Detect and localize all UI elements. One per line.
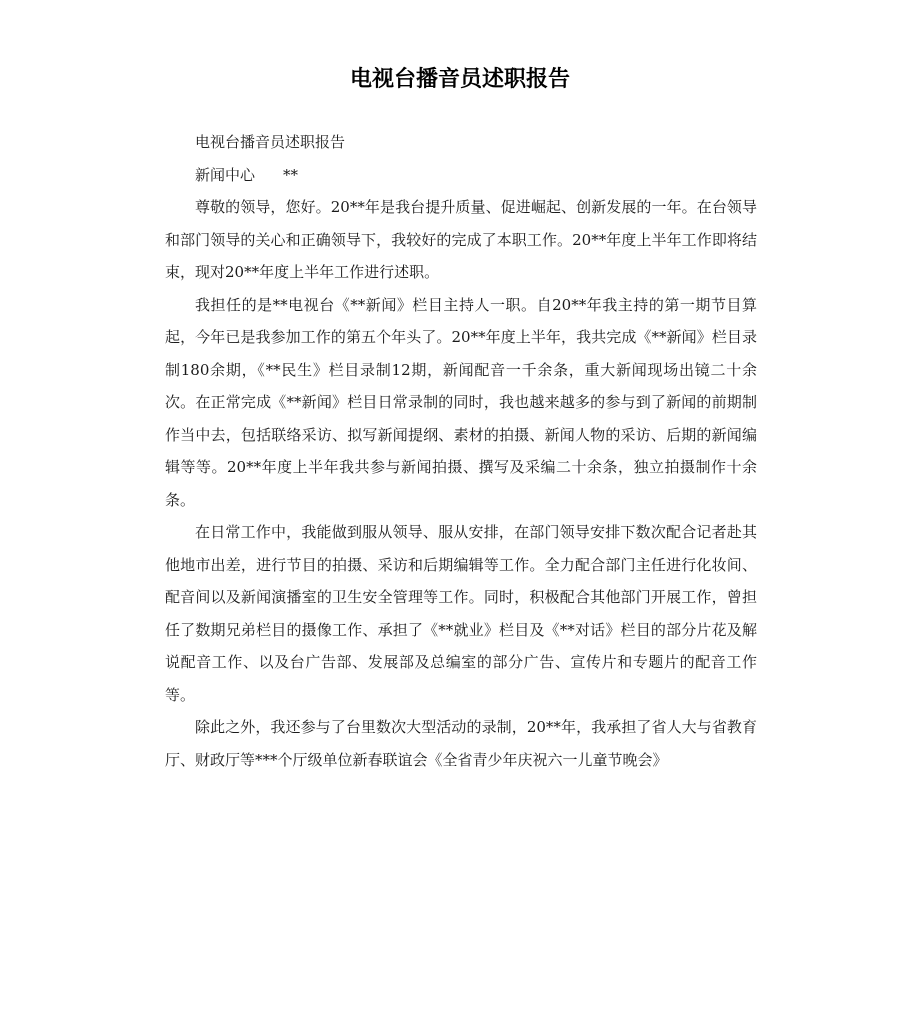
paragraph-greeting: 尊敬的领导，您好。20**年是我台提升质量、促进崛起、创新发展的一年。在台领导和部门领导的关心和正确领导下，我较好的完成了本职工作。20**年度上半年工作即将结束，现对20**年度上半年工作进行述职。 [165, 198, 757, 281]
document-title: 电视台播音员述职报告 [349, 67, 570, 92]
paragraph-daily-work: 在日常工作中，我能做到服从领导、服从安排，在部门领导安排下数次配合记者赴其他地市出差，进行节目的拍摄、采访和后期编辑等工作。全力配合部门主任进行化妆间、配音间以及新闻演播室的卫生安全管理等工作。同时，积极配合其他部门开展工作，曾担任了数期兄弟栏目的摄像工作、承担了《**就业》栏目及《**对话》栏目的部分片花及解说配音工作、以及台广告部、发展部及总编室的部分广告、宣传片和专题片的配音工作等。 [165, 523, 757, 704]
paragraph-role: 我担任的是**电视台《**新闻》栏目主持人一职。自20**年我主持的第一期节目算起，今年已是我参加工作的第五个年头了。20**年度上半年，我共完成《**新闻》栏目录制180余期，《**民生》栏目录制12期，新闻配音一千余条，重大新闻现场出镜二十余次。在正常完成《**新闻》栏目日常录制的同时，我也越来越多的参与到了新闻的前期制作当中去，包括联络采访、拟写新闻提纲、素材的拍摄、新闻人物的采访、后期的新闻编辑等等。20**年度上半年我共参与新闻拍摄、撰写及采编二十余条，独立拍摄制作十余条。 [165, 295, 757, 509]
document-body [165, 126, 757, 776]
department-name: 新闻中心 [195, 165, 256, 184]
author-line [165, 159, 757, 192]
author-name: ** [283, 165, 299, 184]
document-subtitle: 电视台播音员述职报告 [195, 133, 346, 151]
paragraph-events: 除此之外，我还参与了台里数次大型活动的录制，20**年，我承担了省人大与省教育厅、财政厅等***个厅级单位新春联谊会《全省青少年庆祝六一儿童节晚会》 [165, 718, 757, 769]
